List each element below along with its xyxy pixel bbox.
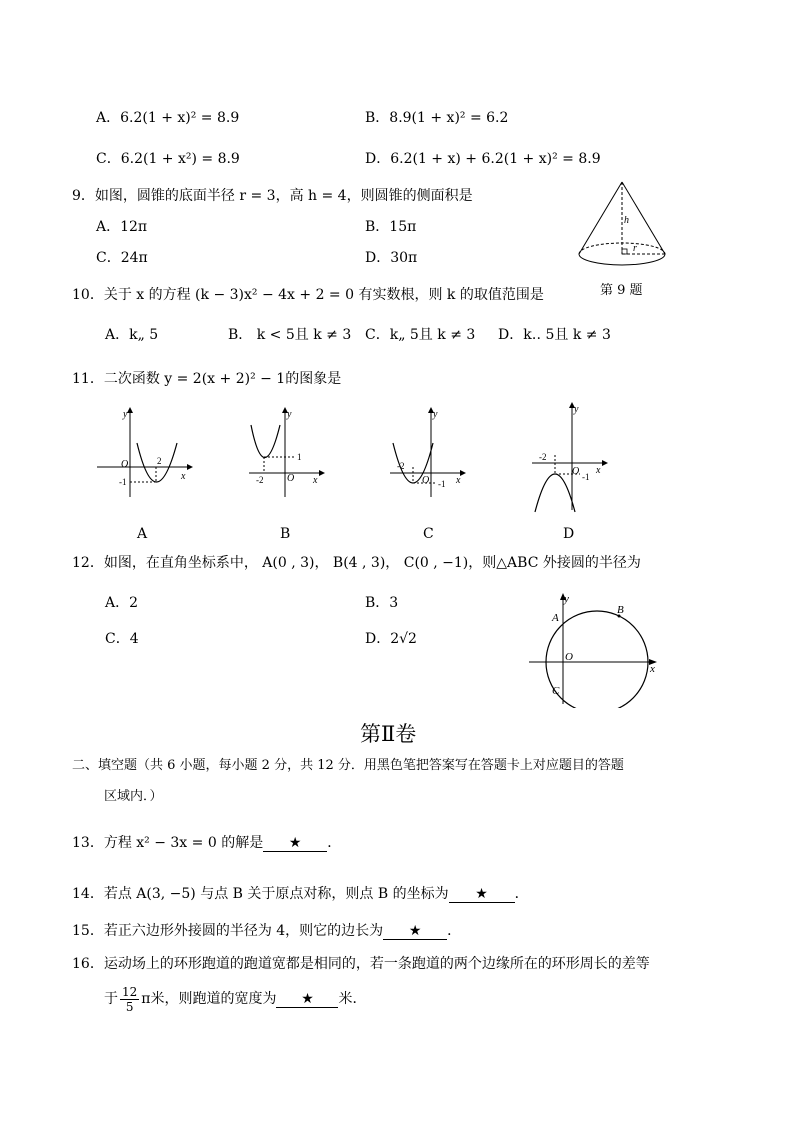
section-heading: 二、填空题（共 6 小题，每小题 2 分，共 12 分．用黑色笔把答案写在答题卡上对应题目的答题 [72,758,624,773]
cone-height-label: h [624,215,629,226]
fig12-point-a: A [552,612,559,624]
graph-d-tick-2: -1 [582,472,590,482]
q8-option-a: A．6.2(1 + x)² = 8.9 [96,110,240,126]
graph-a-x-label: x [181,471,186,482]
q8-option-d: D．6.2(1 + x) + 6.2(1 + x)² = 8.9 [365,151,601,167]
graph-d [530,400,610,515]
q14-text: 14．若点 A(3, −5) 与点 B 关于原点对称，则点 B 的坐标为 [72,886,449,902]
q16-middle: π米，则跑道的宽度为 [141,991,277,1007]
fig12-y-label: y [564,593,569,605]
q16-line2 [104,982,366,1016]
fig12-origin: O [565,651,573,663]
graph-a-origin: O [121,459,129,470]
q8-option-b: B．8.9(1 + x)² = 6.2 [365,110,509,126]
q16-before: 于 [104,991,118,1007]
q12-option-c: C．4 [105,631,139,647]
graph-b-y-label: y [287,409,292,420]
circumcircle-figure [525,590,665,708]
cone-figure [575,178,671,274]
q14-end: ． [514,886,529,902]
q16-fraction-num: 12 [122,984,138,999]
graph-c-x-label: x [456,475,461,486]
q9-figure-caption: 第 9 题 [600,283,643,298]
section-title: 第Ⅱ卷 [360,722,417,746]
q10-option-a: A．k„ 5 [105,327,159,343]
graph-b-label: B [280,526,291,542]
q10-option-c: C．k„ 5且 k ≠ 3 [365,327,476,343]
q15-end: ． [447,923,462,939]
q9-option-c: C．24π [96,250,148,266]
fig12-point-c: C [552,685,560,697]
q8-option-c: C．6.2(1 + x²) = 8.9 [96,151,240,167]
graph-c-tick-2: -1 [438,479,446,489]
q10-option-b: B． k < 5且 k ≠ 3 [228,327,352,343]
q15-text: 15．若正六边形外接圆的半径为 4，则它的边长为 [72,923,384,939]
q13-answer-blank[interactable]: ★ [263,835,327,852]
graph-c-origin: O [422,475,430,486]
q15-answer-blank[interactable]: ★ [383,923,447,940]
q16-end: 米． [338,991,367,1007]
q12-option-b: B．3 [365,595,399,611]
graph-d-y-label: y [574,404,579,415]
graph-a-y-label: y [123,409,128,420]
q9-option-a: A．12π [96,219,148,235]
q15 [72,923,461,940]
fig12-point-b: B [617,604,624,616]
q14 [72,886,529,903]
q14-answer-blank[interactable]: ★ [449,886,515,903]
graph-b-x-label: x [313,475,318,486]
graph-c-tick-1: -2 [397,461,405,471]
q16-answer-blank[interactable]: ★ [276,991,338,1008]
fig12-x-label: x [650,663,655,675]
graph-a-tick-1: 2 [157,456,162,466]
graph-c-label: C [423,526,434,542]
graph-b-origin: O [287,473,295,484]
graph-c [388,405,468,500]
graph-d-tick-1: -2 [539,452,547,462]
graph-b-tick-1: 1 [297,452,302,462]
q12-option-a: A．2 [105,595,139,611]
cone-radius-label: r [633,243,637,254]
q9-option-b: B．15π [365,219,417,235]
q9-stem: 9．如图，圆锥的底面半径 r = 3，高 h = 4，则圆锥的侧面积是 [72,188,473,204]
q13 [72,835,341,852]
graph-a-tick-2: -1 [119,477,127,487]
q10-stem: 10．关于 x 的方程 (k − 3)x² − 4x + 2 = 0 有实数根，则 k 的取值范围是 [72,287,544,303]
graph-b [247,405,327,500]
q16-line1: 16．运动场上的环形跑道的跑道宽都是相同的，若一条跑道的两个边缘所在的环形周长的差等 [72,956,650,972]
q13-end: ． [327,835,342,851]
q13-text: 13．方程 x² − 3x = 0 的解是 [72,835,264,851]
graph-d-x-label: x [596,465,601,476]
q12-stem: 12．如图，在直角坐标系中， A(0 , 3)， B(4 , 3)， C(0 , −1)，则△ABC 外接圆的半径为 [72,555,641,571]
graph-c-y-label: y [433,409,438,420]
q12-option-d: D．2√2 [365,631,417,647]
q16-fraction-den: 5 [125,999,134,1014]
q16-fraction [120,985,139,1014]
q9-option-d: D．30π [365,250,418,266]
graph-b-tick-2: -2 [256,475,264,485]
q11-stem: 11．二次函数 y = 2(x + 2)² − 1的图象是 [72,371,342,387]
graph-d-origin: O [572,466,580,477]
q10-option-d: D．k‥ 5且 k ≠ 3 [498,327,611,343]
graph-d-label: D [563,526,575,542]
graph-a [95,405,195,500]
section-heading-line2: 区域内．） [104,789,163,804]
graph-a-label: A [137,526,148,542]
